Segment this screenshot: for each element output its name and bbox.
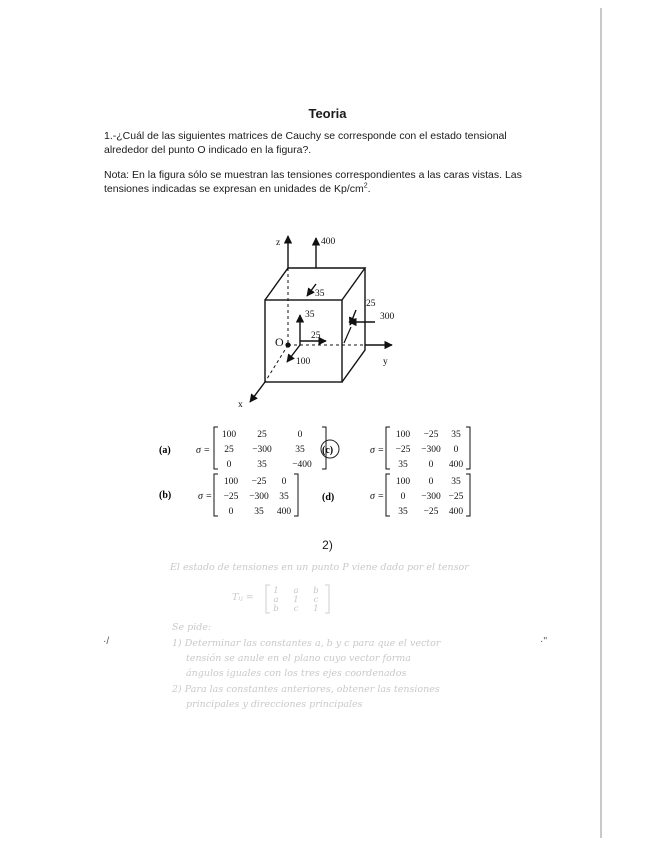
stress-25-right-tail [344,327,351,343]
matrix-d-cell: −25 [448,492,464,502]
matrix-c-cell: −300 [421,445,441,455]
label-300: 300 [380,312,395,322]
matrix-c-cell: 0 [428,460,434,470]
matrix-c-cell: 100 [395,430,411,440]
matrix-c-cell: −25 [423,430,439,440]
matrix-d-cell: 35 [451,477,461,487]
sigma-d: σ = [370,491,385,502]
tensor-cell: b [313,586,319,596]
matrix-a-cell: 0 [226,460,232,470]
matrix-b-cell: −25 [223,492,239,502]
axis-y-label: y [383,357,388,367]
bracket-d-right [466,474,470,516]
page-title: Teoria [308,106,347,121]
matrix-a-cell: −400 [292,460,312,470]
matrix-c-cell: 0 [453,445,459,455]
x-axis-arrow [250,382,265,402]
handwritten-line-6: 2) Para las constantes anteriores, obtener las tensiones [172,684,440,695]
matrix-b-cell: 100 [223,477,239,487]
question-1-text: 1.-¿Cuál de las siguientes matrices de Cauchy se corresponde con el estado tensional alrededor del punto O indicado en la figura?. [104,130,507,156]
matrix-a-cell: −300 [252,445,272,455]
label-25-right: 25 [366,299,376,309]
matrix-a-cell: 35 [295,445,305,455]
tensor-cell: 1 [273,586,279,596]
matrix-b-cell: 35 [254,507,264,517]
option-a-label: (a) [159,445,171,456]
bracket-b-left [214,474,218,516]
handwritten-line-4: tensión se anule en el plano cuyo vector forma [186,653,411,664]
matrix-c-cell: 35 [451,430,461,440]
matrix-b-cell: 0 [228,507,234,517]
matrix-d-cell: −25 [423,507,439,517]
tensor-cell: 1 [313,604,319,614]
origin-label: O [275,335,284,349]
tensor-cell: c [293,604,299,614]
tensor-cell: b [273,604,279,614]
tensor-cell: c [313,595,319,605]
option-d-label: (d) [322,492,335,503]
matrix-c-cell: 35 [398,460,408,470]
matrix-d-cell: 35 [398,507,408,517]
matrix-a-cell: 100 [221,430,237,440]
handwritten-tensor-label: Tᵢⱼ = [232,592,254,603]
note-end: . [367,183,371,195]
option-b-label: (b) [159,490,172,501]
handwritten-line-1: El estado de tensiones en un punto P viene dado por el tensor [170,562,469,573]
margin-mark-right: ·'' [540,636,548,647]
stress-25-right-arrow [350,310,356,325]
handwritten-line-5: ángulos iguales con los tres ejes coordenados [186,668,407,679]
handwritten-line-3: 1) Determinar las constantes a, b y c para que el vector [172,638,441,649]
section-2-heading: 2) [322,538,333,552]
label-35-front: 35 [305,310,315,320]
bracket-c-left [386,427,390,469]
matrix-b-cell: −300 [249,492,269,502]
matrix-a-cell: 35 [257,460,267,470]
label-35-top: 35 [315,289,325,299]
sigma-a: σ = [196,445,211,456]
matrix-d-cell: −300 [421,492,441,502]
label-400: 400 [321,237,336,247]
matrix-d-cell: 0 [400,492,406,502]
axis-x-label: x [238,400,243,410]
handwritten-line-2: Se pide: [172,622,212,633]
bracket-c-right [466,427,470,469]
matrix-d-cell: 0 [428,477,434,487]
matrix-b-cell: 0 [281,477,287,487]
matrix-a-cell: 25 [224,445,234,455]
matrix-b-cell: 400 [276,507,292,517]
matrix-a-cell: 0 [297,430,303,440]
matrix-c-cell: 400 [448,460,464,470]
tensor-cell: a [293,586,299,596]
bracket-a-left [214,427,218,469]
tensor-cell: 1 [293,595,299,605]
bracket-d-left [386,474,390,516]
matrix-d-cell: 400 [448,507,464,517]
label-25-front: 25 [311,331,321,341]
matrix-b-cell: −25 [251,477,267,487]
axis-z-label: z [276,238,281,248]
handwritten-line-7: principales y direcciones principales [186,699,363,710]
margin-mark-left: ·/ [103,636,110,647]
matrix-d-cell: 100 [395,477,411,487]
note-superscript: 2 [363,182,368,190]
bracket-b-right [294,474,298,516]
matrix-b-cell: 35 [279,492,289,502]
matrix-a-cell: 25 [257,430,267,440]
label-100: 100 [296,357,311,367]
sigma-c: σ = [370,445,385,456]
matrix-c-cell: −25 [395,445,411,455]
sigma-b: σ = [198,491,213,502]
option-c-label: (c) [322,445,334,456]
origin-point [285,342,290,347]
tensor-cell: a [273,595,279,605]
note-main: Nota: En la figura sólo se muestran las tensiones correspondientes a las caras vistas. Las tensiones indicadas se expresan en unidades de Kp/cm [104,169,522,195]
